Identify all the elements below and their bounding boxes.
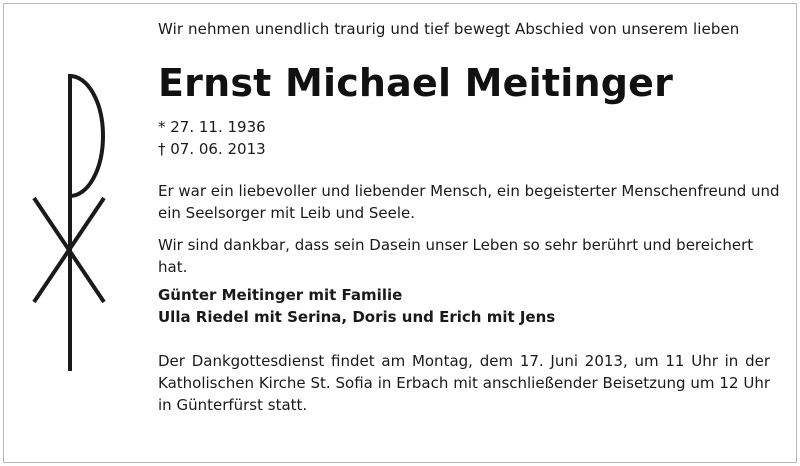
notice-content [158,18,780,416]
gratitude-paragraph: Wir sind dankbar, dass sein Dasein unser Leben so sehr berührt und bereichert hat. [158,236,754,276]
birth-date: * 27. 11. 1936 [158,118,266,136]
intro-text: Wir nehmen unendlich traurig und tief bewegt Abschied von unserem lieben [158,20,740,38]
tribute-paragraph: Er war ein liebevoller und liebender Mensch, ein begeisterter Menschenfreund und ein Seelsorger mit Leib und Seele. [158,182,780,222]
deceased-name: Ernst Michael Meitinger [158,61,674,105]
family-line-1: Günter Meitinger mit Familie [158,286,403,304]
obituary-card [3,3,797,463]
service-announcement: Der Dankgottesdienst findet am Montag, dem 17. Juni 2013, um 11 Uhr in der Katholischen Kirche St. Sofia in Erbach mit anschließender Beisetzung um 12 Uhr in Günterfürst statt. [158,352,770,414]
chi-rho-icon [30,74,114,374]
death-date: † 07. 06. 2013 [158,140,266,158]
family-line-2: Ulla Riedel mit Serina, Doris und Erich mit Jens [158,308,556,326]
